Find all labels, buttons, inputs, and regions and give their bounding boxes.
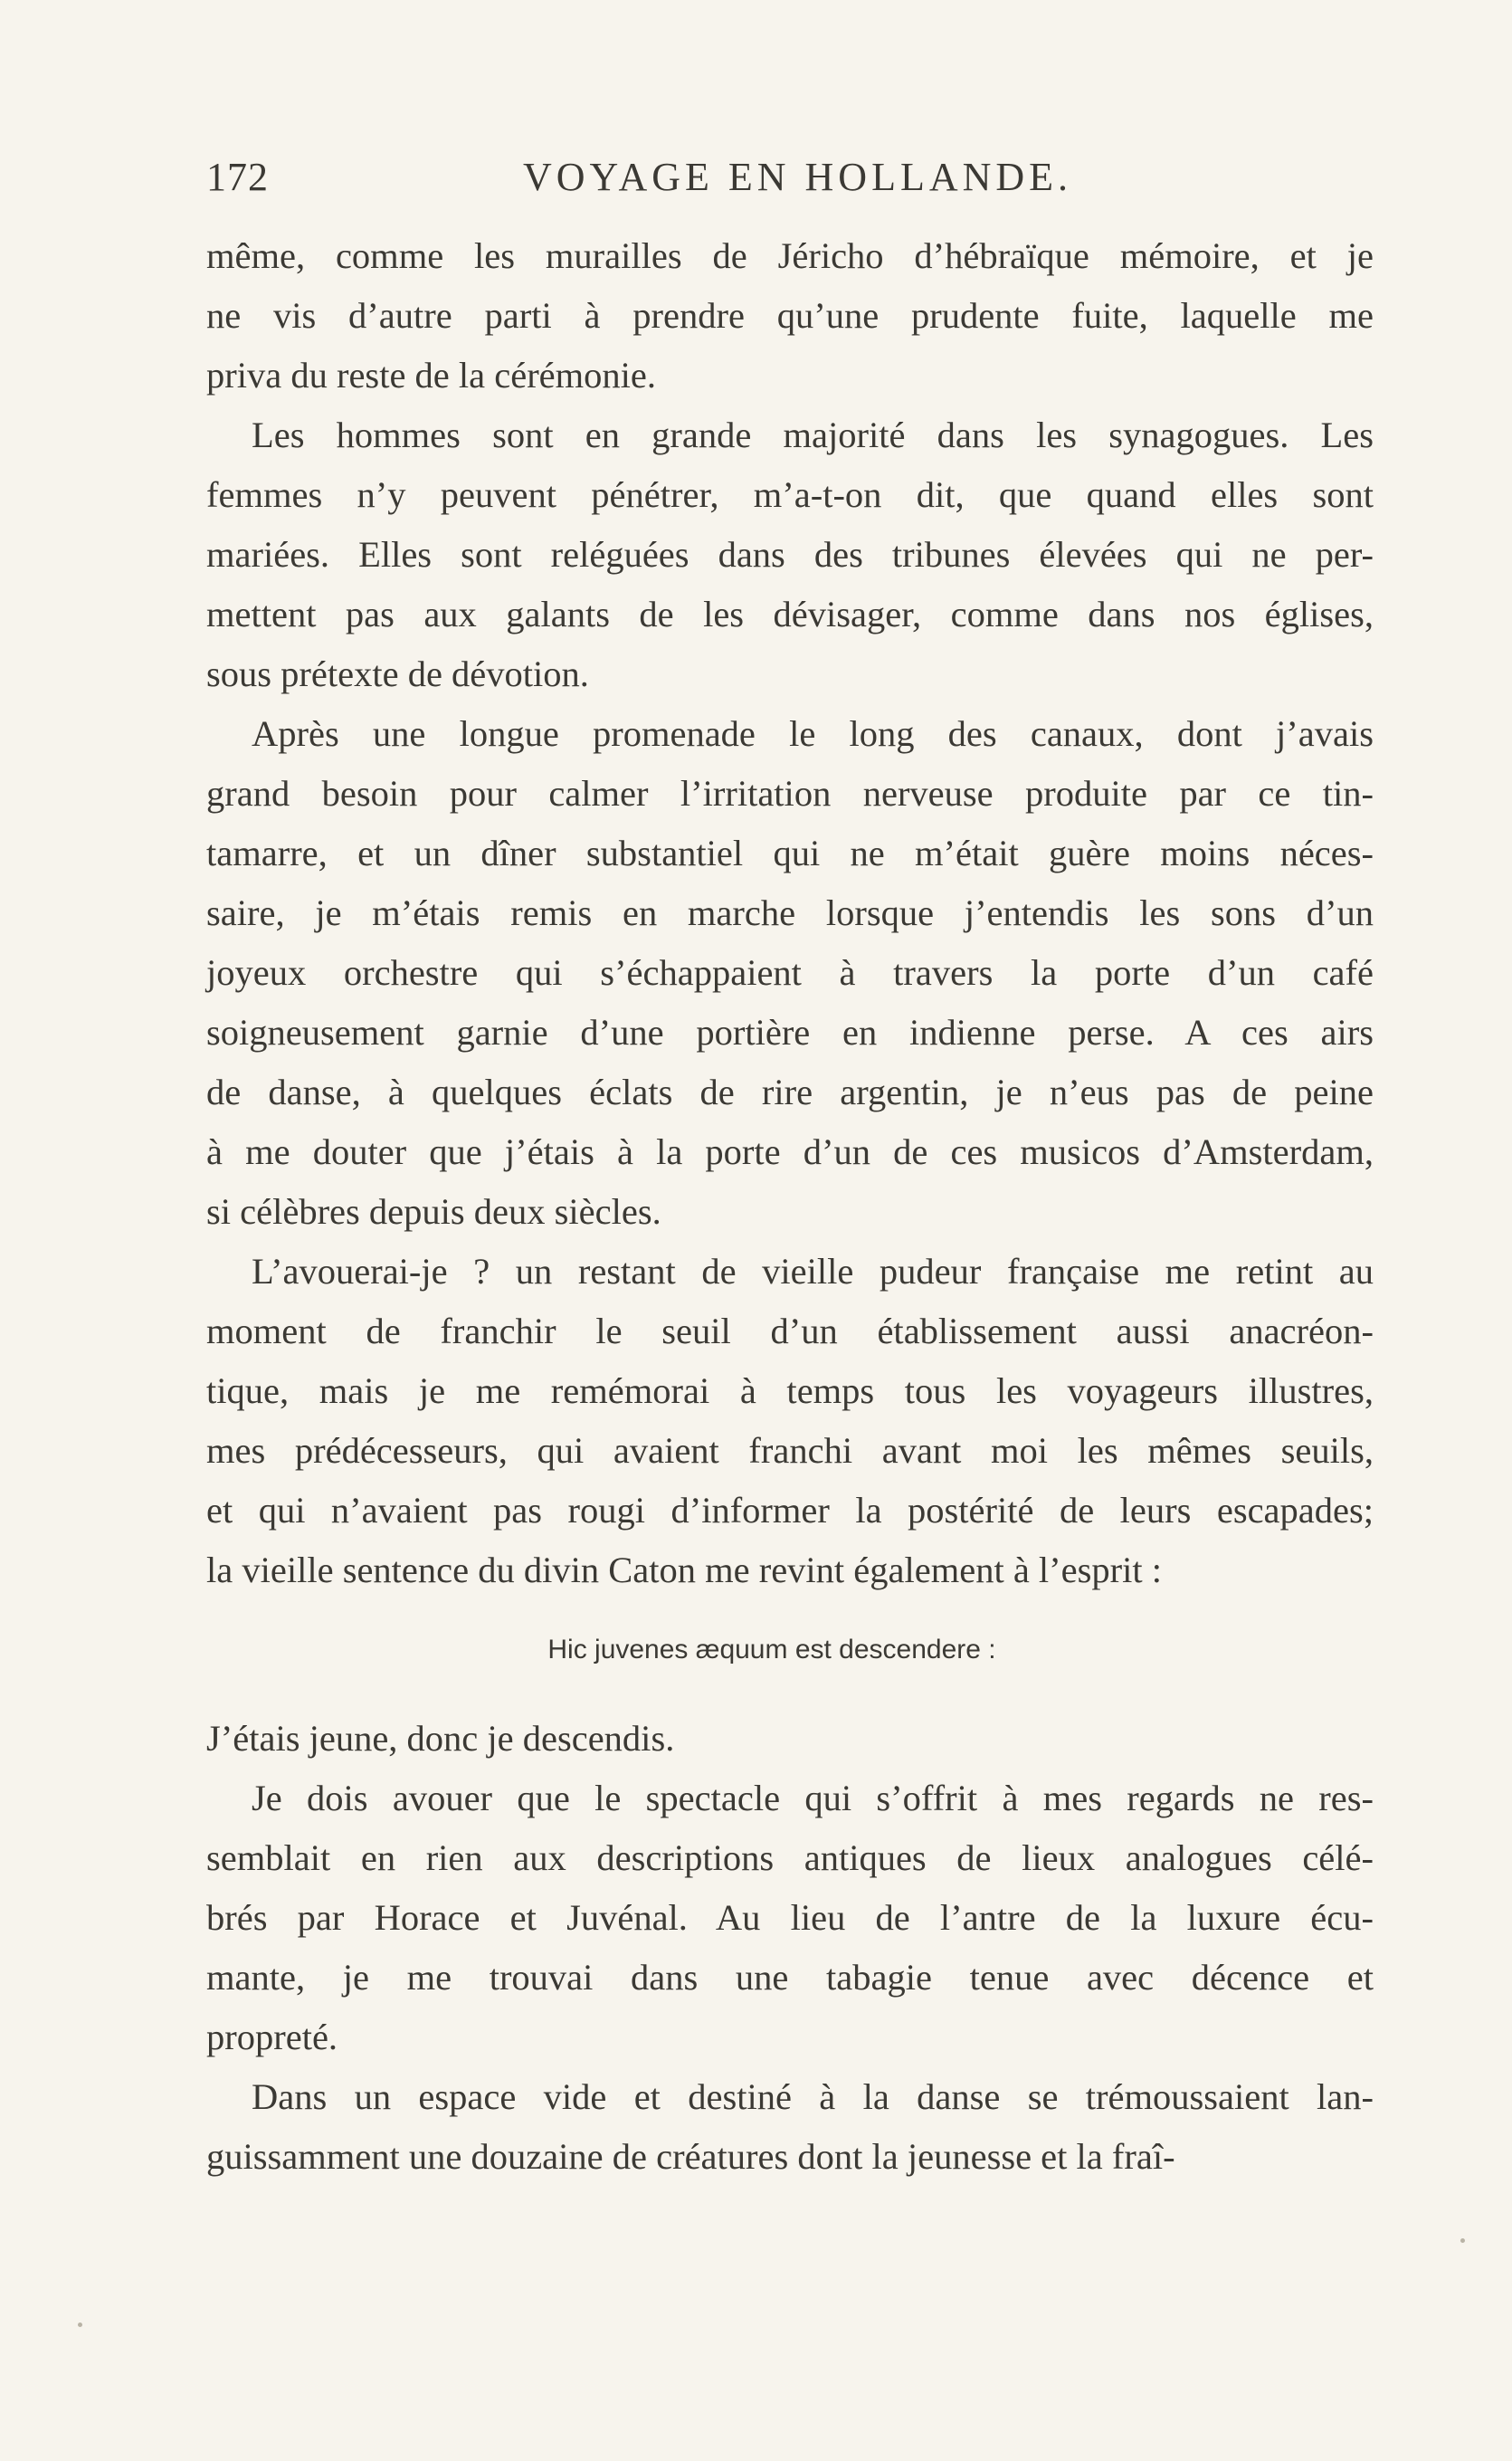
text-line: L’avouerai-je ? un restant de vieille pudeur française me retint au [252, 1251, 1374, 1292]
paragraph [206, 405, 1374, 704]
text-line: mariées. Elles sont reléguées dans des tribunes élevées qui ne per- [206, 534, 1374, 575]
paragraph [206, 226, 1374, 405]
text-line: mante, je me trouvai dans une tabagie tenue avec décence et [206, 1957, 1374, 1998]
page-number: 172 [206, 155, 269, 199]
text-line: guissamment une douzaine de créatures dont la jeunesse et la fraî- [206, 2136, 1175, 2177]
text-line: moment de franchir le seuil d’un établissement aussi anacréon- [206, 1311, 1374, 1351]
text-line: joyeux orchestre qui s’échappaient à travers la porte d’un café [206, 952, 1374, 993]
paragraph [206, 704, 1374, 1242]
text-line: J’étais jeune, donc je descendis. [206, 1718, 675, 1759]
text-line: à me douter que j’étais à la porte d’un de ces musicos d’Amsterdam, [206, 1131, 1374, 1172]
running-title: VOYAGE EN HOLLANDE. [523, 155, 1073, 199]
text-block-before-quote [206, 226, 1374, 1600]
text-line: tique, mais je me remémorai à temps tous les voyageurs illustres, [206, 1370, 1374, 1411]
text-line: Je dois avouer que le spectacle qui s’offrit à mes regards ne res- [252, 1778, 1374, 1818]
text-line: brés par Horace et Juvénal. Au lieu de l’antre de la luxure écu- [206, 1897, 1374, 1938]
text-line: de danse, à quelques éclats de rire argentin, je n’eus pas de peine [206, 1072, 1374, 1112]
paragraph [206, 1242, 1374, 1600]
page-header [206, 154, 1374, 217]
page-body [206, 226, 1374, 2187]
text-line: sous prétexte de dévotion. [206, 653, 589, 694]
paragraph [206, 2067, 1374, 2187]
text-line: saire, je m’étais remis en marche lorsque j’entendis les sons d’un [206, 892, 1374, 933]
text-line: mettent pas aux galants de les dévisager, comme dans nos églises, [206, 594, 1374, 634]
paragraph [206, 1769, 1374, 2067]
text-line: propreté. [206, 2017, 338, 2057]
text-line: priva du reste de la cérémonie. [206, 355, 657, 396]
text-line: la vieille sentence du divin Caton me revint également à l’esprit : [206, 1550, 1163, 1590]
paragraph [206, 1709, 1374, 1769]
text-line: ne vis d’autre parti à prendre qu’une prudente fuite, laquelle me [206, 295, 1374, 336]
text-line: Dans un espace vide et destiné à la danse se trémoussaient lan- [252, 2076, 1374, 2117]
text-line: semblait en rien aux descriptions antiques de lieux analogues célé- [206, 1837, 1374, 1878]
text-line: Les hommes sont en grande majorité dans les synagogues. Les [252, 415, 1374, 455]
paper-speck [1460, 2238, 1465, 2243]
text-line: Après une longue promenade le long des canaux, dont j’avais [252, 713, 1374, 754]
text-line: tamarre, et un dîner substantiel qui ne m’était guère moins néces- [206, 833, 1374, 873]
paper-speck [78, 2323, 82, 2327]
latin-quotation: Hic juvenes æquum est descendere : [547, 1635, 996, 1665]
text-block-after-quote [206, 1709, 1374, 2187]
text-line: soigneusement garnie d’une portière en indienne perse. A ces airs [206, 1012, 1374, 1053]
text-line: mes prédécesseurs, qui avaient franchi avant moi les mêmes seuils, [206, 1430, 1374, 1471]
text-line: grand besoin pour calmer l’irritation nerveuse produite par ce tin- [206, 773, 1374, 814]
text-line: si célèbres depuis deux siècles. [206, 1191, 661, 1232]
text-line: et qui n’avaient pas rougi d’informer la postérité de leurs escapades; [206, 1490, 1374, 1531]
text-line: femmes n’y peuvent pénétrer, m’a-t-on dit, que quand elles sont [206, 474, 1374, 515]
text-line: même, comme les murailles de Jéricho d’hébraïque mémoire, et je [206, 235, 1374, 276]
